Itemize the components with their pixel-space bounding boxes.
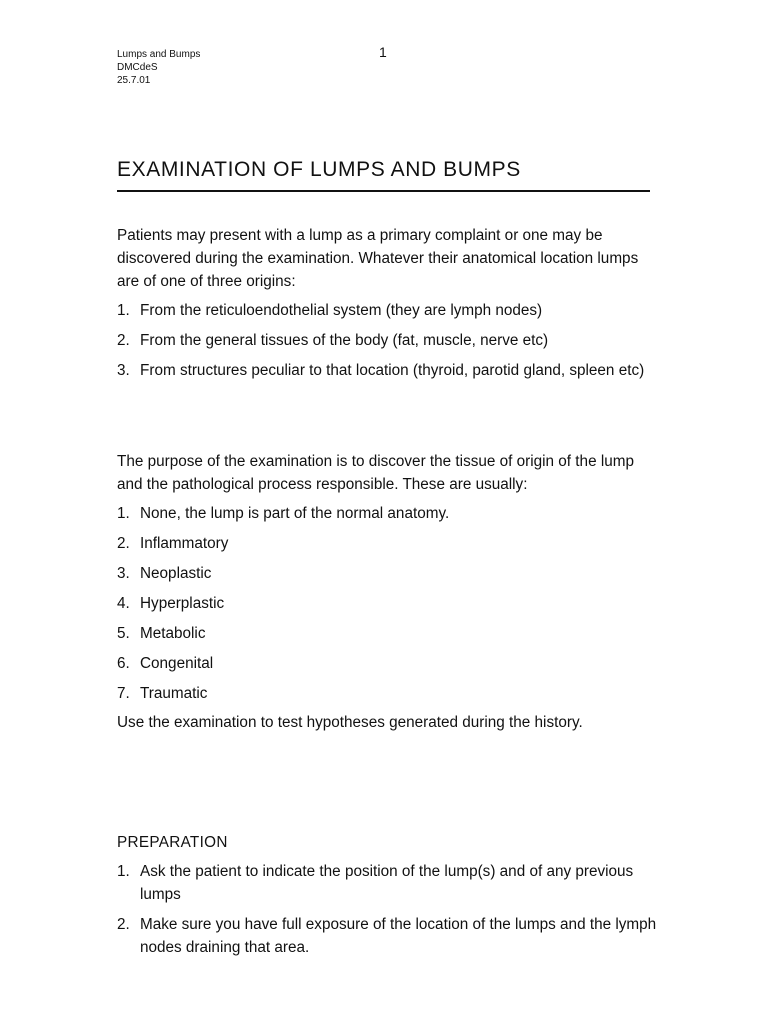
list-item-text: Metabolic bbox=[140, 625, 206, 642]
list-number: 2. bbox=[117, 535, 130, 552]
list-item bbox=[117, 682, 657, 705]
list-item bbox=[117, 502, 657, 525]
purpose-closing-paragraph: Use the examination to test hypotheses generated during the history. bbox=[117, 714, 583, 731]
list-number: 4. bbox=[117, 595, 130, 612]
origins-list bbox=[117, 299, 657, 382]
purpose-paragraph: The purpose of the examination is to discover the tissue of origin of the lump and the pathological process responsible. These are usually: bbox=[117, 453, 634, 493]
intro-section bbox=[117, 224, 657, 382]
list-item bbox=[117, 532, 657, 555]
list-item-text: From the general tissues of the body (fat, muscle, nerve etc) bbox=[140, 332, 549, 349]
list-number: 6. bbox=[117, 655, 130, 672]
list-item bbox=[117, 652, 657, 675]
header-date: 25.7.01 bbox=[117, 75, 151, 86]
page-number: 1 bbox=[379, 44, 387, 60]
preparation-section bbox=[117, 831, 657, 959]
list-item bbox=[117, 860, 657, 906]
list-item bbox=[117, 622, 657, 645]
process-list bbox=[117, 502, 657, 705]
list-number: 2. bbox=[117, 916, 130, 933]
list-item bbox=[117, 913, 657, 959]
preparation-list bbox=[117, 860, 657, 959]
list-item bbox=[117, 592, 657, 615]
list-number: 3. bbox=[117, 565, 130, 582]
intro-paragraph: Patients may present with a lump as a primary complaint or one may be discovered during the examination. Whatever their anatomical location lumps are of one of three origins: bbox=[117, 227, 639, 290]
title-underline bbox=[117, 190, 650, 192]
list-number: 1. bbox=[117, 505, 130, 522]
list-item bbox=[117, 562, 657, 585]
list-number: 2. bbox=[117, 332, 130, 349]
list-number: 1. bbox=[117, 302, 130, 319]
running-header bbox=[117, 48, 200, 87]
header-author: DMCdeS bbox=[117, 62, 158, 73]
list-number: 7. bbox=[117, 685, 130, 702]
list-item-text: Hyperplastic bbox=[140, 595, 225, 612]
list-item-text: Make sure you have full exposure of the location of the lumps and the lymph nodes draining that area. bbox=[140, 916, 657, 956]
list-item-text: Traumatic bbox=[140, 685, 208, 702]
list-item bbox=[117, 359, 657, 382]
list-item-text: Congenital bbox=[140, 655, 214, 672]
list-item-text: From structures peculiar to that location (thyroid, parotid gland, spleen etc) bbox=[140, 362, 645, 379]
list-item-text: Ask the patient to indicate the position of the lump(s) and of any previous lumps bbox=[140, 863, 634, 903]
list-item bbox=[117, 299, 657, 322]
header-document-name: Lumps and Bumps bbox=[117, 49, 201, 60]
list-item-text: None, the lump is part of the normal anatomy. bbox=[140, 505, 450, 522]
list-number: 5. bbox=[117, 625, 130, 642]
purpose-section bbox=[117, 450, 657, 734]
list-number: 3. bbox=[117, 362, 130, 379]
list-number: 1. bbox=[117, 863, 130, 880]
list-item-text: From the reticuloendothelial system (they are lymph nodes) bbox=[140, 302, 543, 319]
list-item-text: Inflammatory bbox=[140, 535, 229, 552]
section-heading: PREPARATION bbox=[117, 834, 228, 851]
list-item-text: Neoplastic bbox=[140, 565, 212, 582]
list-item bbox=[117, 329, 657, 352]
document-title: EXAMINATION OF LUMPS AND BUMPS bbox=[117, 158, 521, 181]
